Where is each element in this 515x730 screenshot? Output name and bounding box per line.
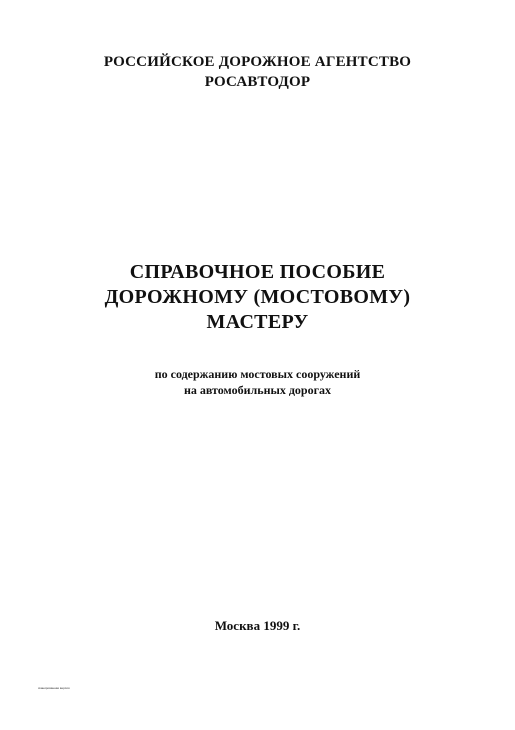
document-subtitle bbox=[0, 366, 515, 398]
imprint-city-year: Москва 1999 г. bbox=[214, 618, 301, 633]
agency-short-name: РОСАВТОДОР bbox=[204, 74, 311, 90]
scan-footnote: сканированная версия bbox=[38, 686, 70, 690]
title-line-2: ДОРОЖНОМУ (МОСТОВОМУ) bbox=[104, 286, 411, 308]
subtitle-line-1: по содержанию мостовых сооружений bbox=[154, 367, 361, 381]
title-line-1: СПРАВОЧНОЕ ПОСОБИЕ bbox=[129, 261, 386, 283]
agency-header bbox=[0, 52, 515, 92]
title-line-3: МАСТЕРУ bbox=[206, 311, 309, 333]
subtitle-line-2: на автомобильных дорогах bbox=[183, 383, 332, 397]
agency-name: РОССИЙСКОЕ ДОРОЖНОЕ АГЕНТСТВО bbox=[103, 54, 412, 70]
document-title bbox=[0, 260, 515, 335]
